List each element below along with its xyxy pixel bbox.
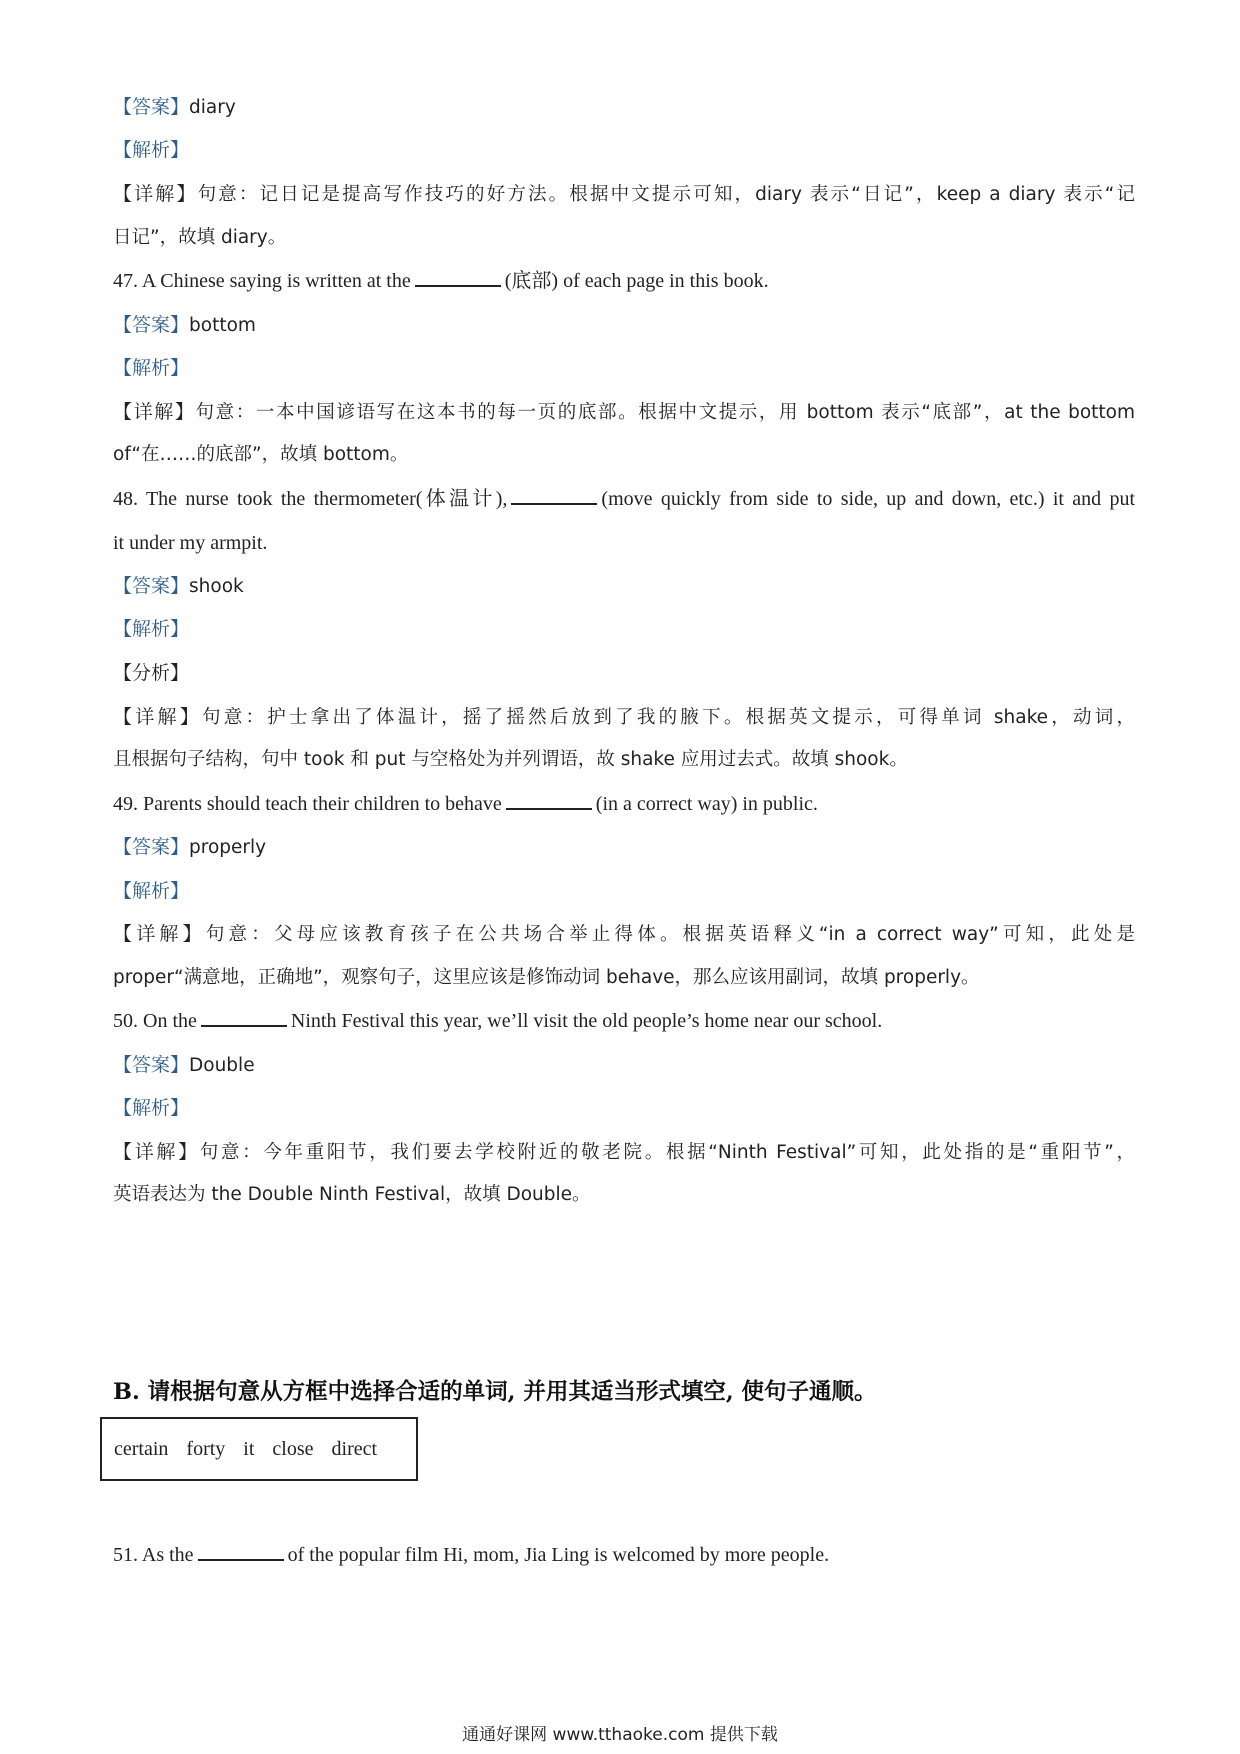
answer-text: shook bbox=[189, 576, 244, 597]
q49-stem bbox=[113, 789, 1135, 819]
q46-answer bbox=[113, 92, 1135, 123]
answer-tag: 【答案】 bbox=[113, 314, 190, 336]
detail-tag: 【详解】 bbox=[113, 183, 198, 205]
analysis-tag: 【解析】 bbox=[113, 1097, 190, 1119]
answer-text: properly bbox=[189, 837, 267, 858]
answer-tag: 【答案】 bbox=[113, 836, 190, 858]
answer-text: Double bbox=[189, 1055, 255, 1076]
answer-blank bbox=[511, 485, 597, 505]
answer-blank bbox=[201, 1007, 287, 1027]
stem-before: 49. Parents should teach their children to behave bbox=[113, 793, 502, 815]
word-bank-item: certain bbox=[114, 1437, 169, 1460]
word-bank-item: direct bbox=[331, 1437, 378, 1460]
word-bank-item: forty bbox=[186, 1437, 226, 1460]
answer-tag: 【答案】 bbox=[113, 575, 190, 597]
q50-detail-line2: 英语表达为 the Double Ninth Festival，故填 Double。 bbox=[113, 1184, 591, 1205]
section-b-heading: B. 请根据句意从方框中选择合适的单词, 并用其适当形式填空, 使句子通顺。 bbox=[113, 1379, 877, 1405]
q48-analyze bbox=[113, 658, 1135, 688]
q47-detail-line1 bbox=[113, 397, 1135, 428]
detail-text: 句意：一本中国谚语写在这本书的每一页的底部。根据中文提示，用 bottom 表示“底部”，at the bottom bbox=[195, 402, 1135, 423]
detail-text: 句意：护士拿出了体温计，摇了摇然后放到了我的腋下。根据英文提示，可得单词 shake，动词， bbox=[201, 707, 1135, 728]
answer-tag: 【答案】 bbox=[113, 96, 190, 118]
answer-tag: 【答案】 bbox=[113, 1054, 190, 1076]
word-bank-item: it bbox=[243, 1437, 255, 1460]
q49-detail-line1 bbox=[113, 919, 1135, 950]
answer-blank bbox=[198, 1541, 284, 1561]
q50-stem bbox=[113, 1006, 1135, 1036]
q50-analysis bbox=[113, 1093, 1135, 1123]
q47-answer bbox=[113, 310, 1135, 341]
detail-tag: 【详解】 bbox=[113, 1141, 200, 1163]
stem-before: 50. On the bbox=[113, 1010, 197, 1032]
q46-analysis bbox=[113, 135, 1135, 165]
q48-analysis bbox=[113, 614, 1135, 644]
answer-blank bbox=[415, 267, 501, 287]
page-footer: 通通好课网 www.tthaoke.com 提供下载 bbox=[462, 1725, 778, 1745]
answer-text: diary bbox=[189, 97, 236, 118]
q47-stem bbox=[113, 266, 1135, 296]
q49-answer bbox=[113, 832, 1135, 863]
word-bank-item: close bbox=[272, 1437, 314, 1460]
q49-analysis bbox=[113, 876, 1135, 906]
q47-analysis bbox=[113, 353, 1135, 383]
q48-detail-line2: 且根据句子结构，句中 took 和 put 与空格处为并列谓语，故 shake 应用过去式。故填 shook。 bbox=[113, 749, 908, 770]
stem-before: 47. A Chinese saying is written at the bbox=[113, 270, 411, 292]
analysis-tag: 【解析】 bbox=[113, 357, 190, 379]
stem-before: 51. As the bbox=[113, 1544, 194, 1566]
analysis-tag: 【解析】 bbox=[113, 618, 190, 640]
stem-after: (move quickly from side to side, up and down, etc.) it and put bbox=[601, 488, 1135, 510]
answer-blank bbox=[506, 790, 592, 810]
q46-detail-line1 bbox=[113, 179, 1135, 210]
detail-tag: 【详解】 bbox=[113, 401, 196, 423]
q49-detail-line2: proper“满意地，正确地”，观察句子，这里应该是修饰动词 behave，那么应该用副词，故填 properly。 bbox=[113, 967, 980, 988]
stem-after: of the popular film Hi, mom, Jia Ling is welcomed by more people. bbox=[287, 1544, 830, 1566]
detail-text: 句意：记日记是提高写作技巧的好方法。根据中文提示可知，diary 表示“日记”，keep a diary 表示“记 bbox=[197, 184, 1135, 205]
q48-detail-line1 bbox=[113, 702, 1135, 733]
q46-detail-line2: 日记”，故填 diary。 bbox=[113, 227, 287, 248]
q50-answer bbox=[113, 1050, 1135, 1081]
detail-text: 句意：今年重阳节，我们要去学校附近的敬老院。根据“Ninth Festival”可知，此处指的是“重阳节”， bbox=[199, 1142, 1135, 1163]
stem-after: (底部) of each page in this book. bbox=[504, 270, 769, 292]
detail-tag: 【详解】 bbox=[113, 923, 206, 945]
q50-detail-line1 bbox=[113, 1137, 1135, 1168]
stem-after: Ninth Festival this year, we’ll visit the old people’s home near our school. bbox=[290, 1010, 883, 1032]
q48-stem-line2: it under my armpit. bbox=[113, 532, 268, 554]
q51-stem bbox=[113, 1540, 1135, 1570]
analysis-tag: 【解析】 bbox=[113, 139, 190, 161]
analysis-tag: 【解析】 bbox=[113, 880, 190, 902]
analyze-tag: 【分析】 bbox=[113, 662, 190, 684]
q48-answer bbox=[113, 571, 1135, 602]
detail-tag: 【详解】 bbox=[113, 706, 202, 728]
detail-text: 句意：父母应该教育孩子在公共场合举止得体。根据英语释义“in a correct way”可知，此处是 bbox=[205, 924, 1135, 945]
word-bank-box bbox=[100, 1417, 418, 1481]
stem-after: (in a correct way) in public. bbox=[595, 793, 818, 815]
answer-text: bottom bbox=[189, 315, 256, 336]
stem-before: 48. The nurse took the thermometer(体温计), bbox=[113, 488, 508, 510]
q47-detail-line2: of“在……的底部”，故填 bottom。 bbox=[113, 444, 409, 465]
q48-stem-line1 bbox=[113, 484, 1135, 514]
